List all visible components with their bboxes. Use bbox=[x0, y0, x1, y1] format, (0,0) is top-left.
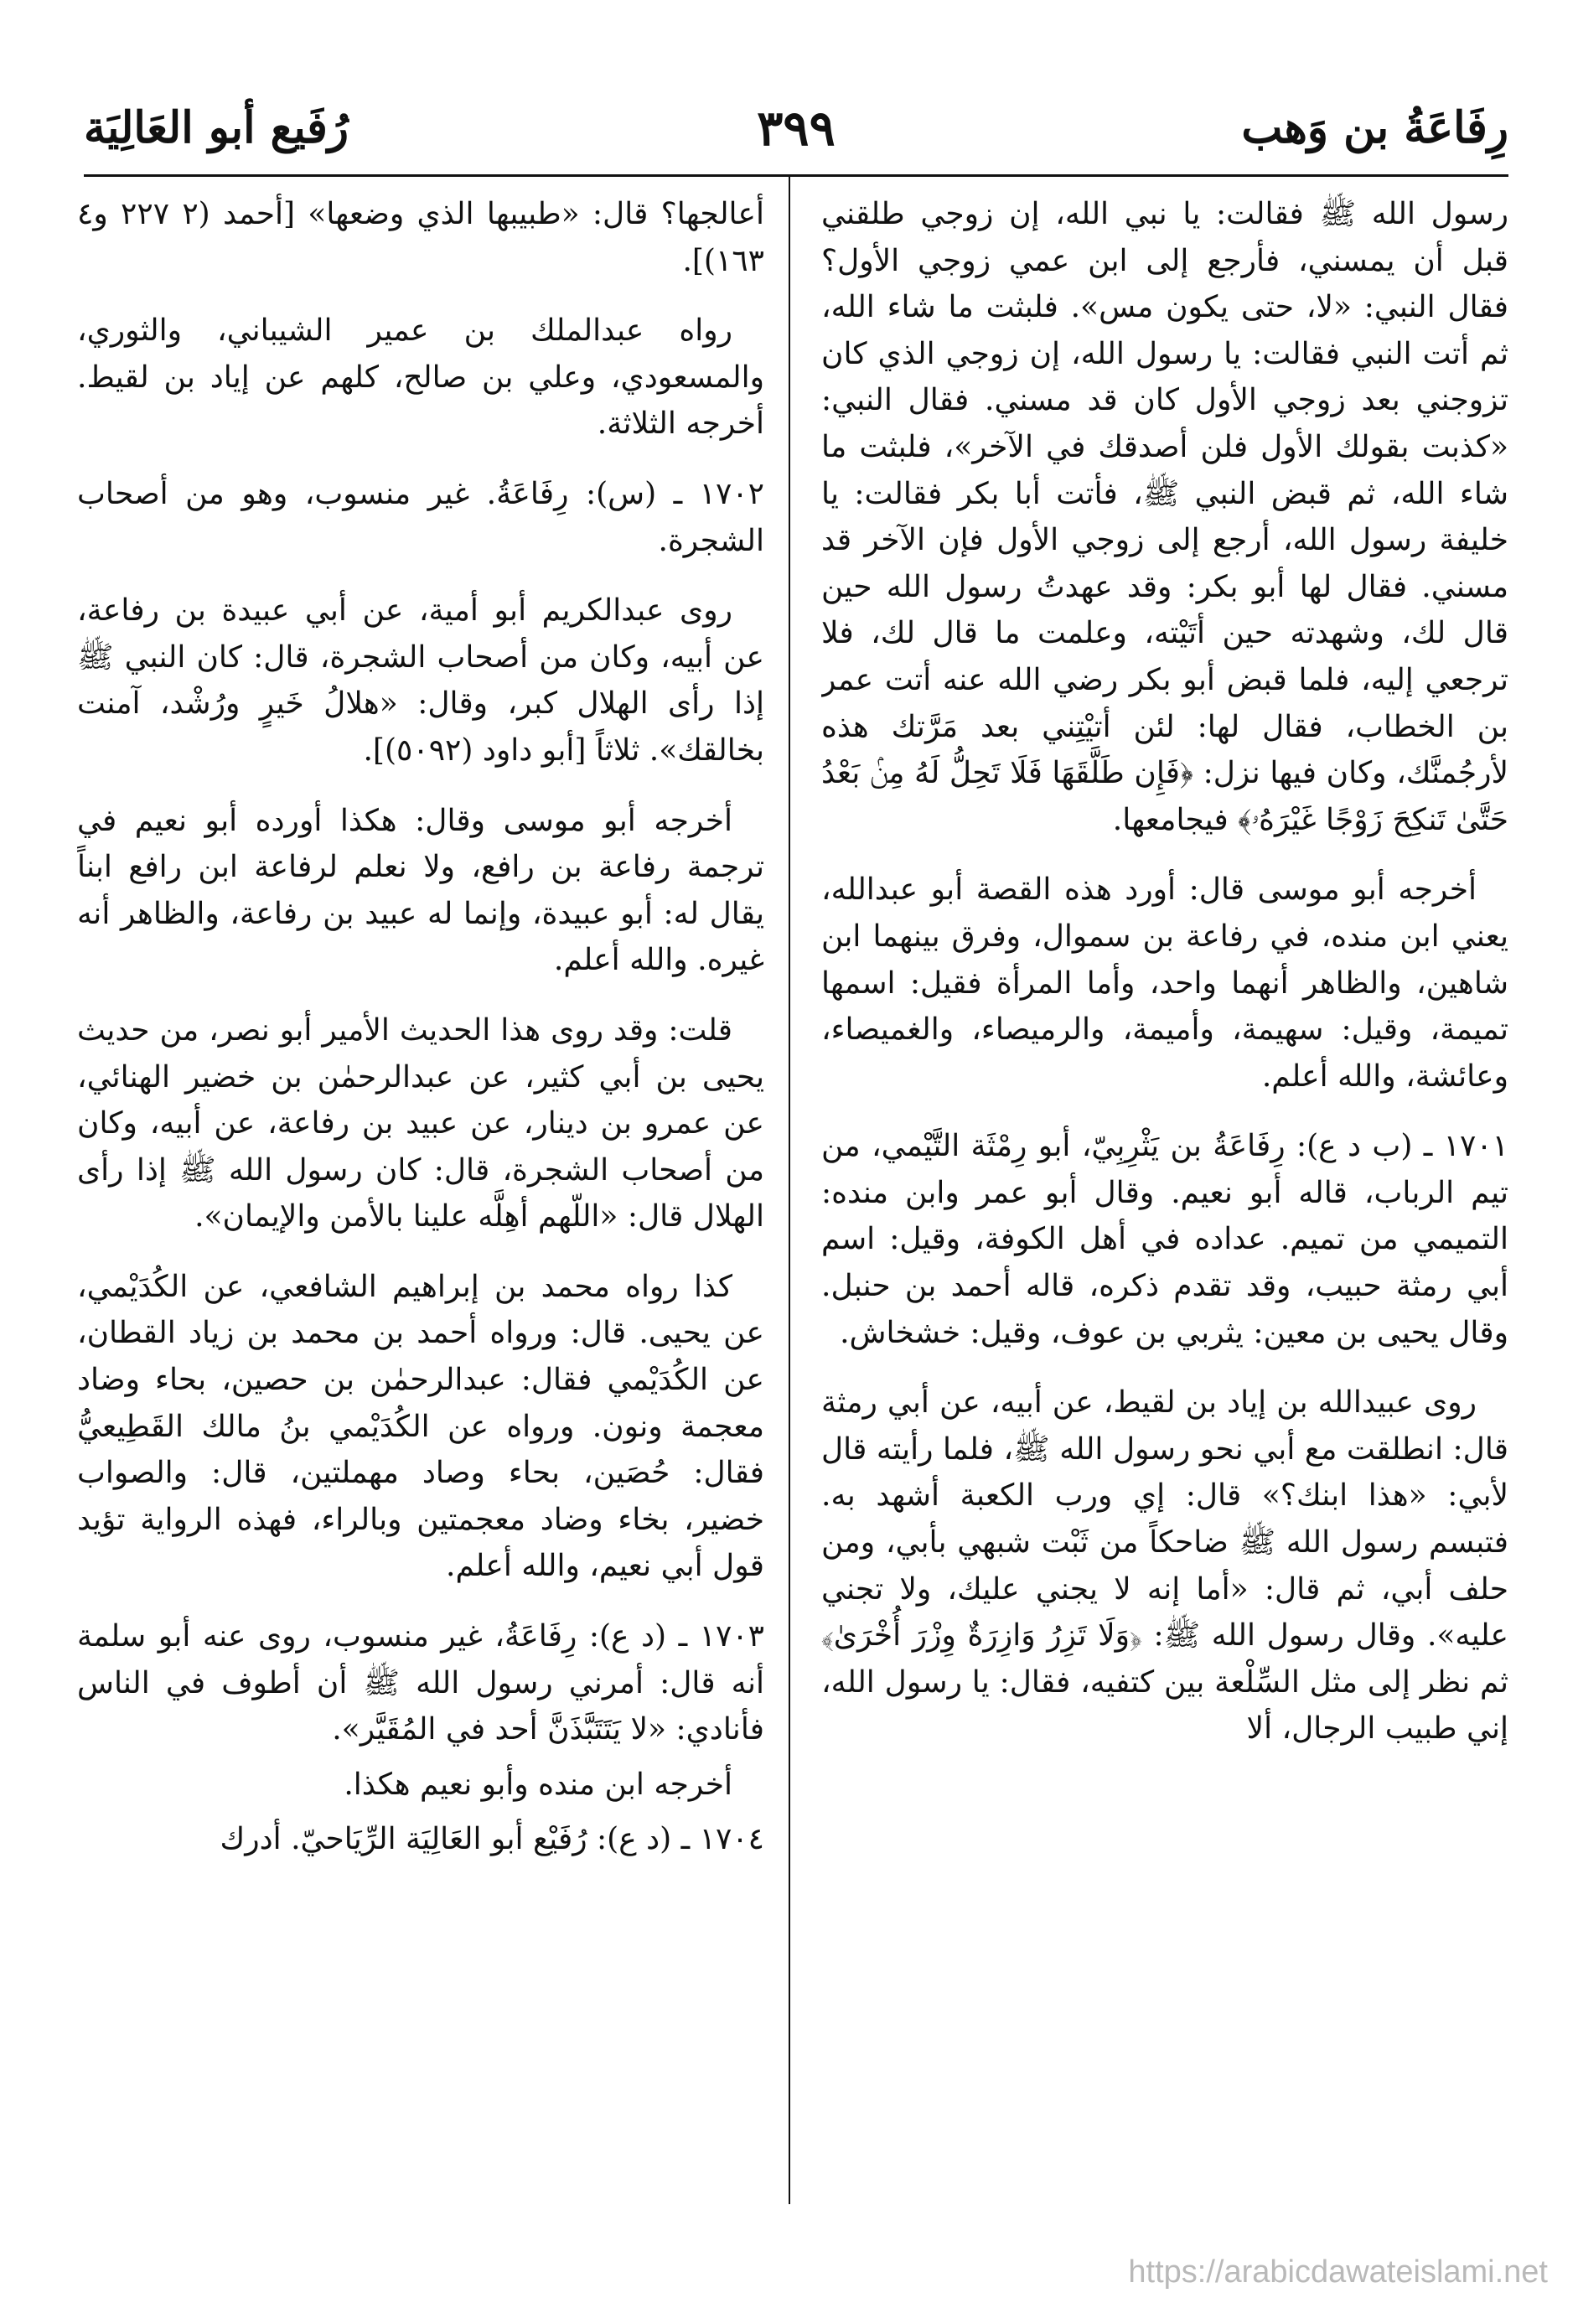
header-rule bbox=[84, 174, 1508, 177]
paragraph-story-continued: رسول الله ﷺ فقالت: يا نبي الله، إن زوجي طلقني قبل أن يمسني، فأرجع إلى ابن عمي زوجي الأول؟ فقال النبي: «لا، حتى يكون مس». فلبثت ما شاء الله، ثم أتت النبي فقالت: يا رسول الله، إن زوجي الذي كان تزوجني بعد زوجي الأول كان قد مسني. فقال النبي: «كذبت بقولك الأول فلن أصدقك في الآخر»، فلبثت ما شاء الله، ثم قبض النبي ﷺ، فأتت أبا بكر فقالت: يا خليفة رسول الله، أرجع إلى زوجي الأول فإن الآخر قد مسني. فقال لها أبو بكر: وقد عهدتُ رسول الله حين قال لك، وشهدته حين أتَيْته، وعلمت ما قال لك، فلا ترجعي إليه، فلما قبض أبو بكر رضي الله عنه أتت عمر بن الخطاب، فقال لها: لئن أتيْتِني بعد مَرَّتك هذه لأرجُمنَّك، وكان فيها نزل: ﴿فَإِن طَلَّقَهَا فَلَا تَحِلُّ لَهُ مِنۢ بَعْدُ حَتَّىٰ تَنكِحَ زَوْجًا غَيْرَهُۥ﴾ فيجامعها. bbox=[821, 197, 1508, 837]
right-column bbox=[821, 191, 1508, 2236]
page-number: ٣٩٩ bbox=[757, 100, 836, 157]
paragraph-abu-rimtha-narration: روى عبيدالله بن إياد بن لقيط، عن أبيه، عن أبي رمثة قال: انطلقت مع أبي نحو رسول الله ﷺ، فلما رأيته قال لأبي: «هذا ابنك؟» قال: إي ورب الكعبة أشهد به. فتبسم رسول الله ﷺ ضاحكاً من ثَبْت شبهي بأبي، ومن حلف أبي، ثم قال: «أما إنه لا يجني عليك، ولا تجني عليه». وقال رسول الله ﷺ: ﴿وَلَا تَزِرُ وَازِرَةٌ وِزْرَ أُخْرَىٰ﴾ ثم نظر إلى مثل السِّلْعة بين كتفيه، فقال: يا رسول الله، إني طبيب الرجال، ألا bbox=[821, 1385, 1508, 1747]
site-watermark: https://arabicdawateislami.net bbox=[1128, 2254, 1548, 2290]
entry-1701: ١٧٠١ ـ (ب د ع): رِفَاعَةُ بن يَثْرِبِيّ، أبو رِمْثَة التَّيْمي، من تيم الرباب، قاله أبو نعيم. وقال أبو عمر وابن منده: التميمي من تميم. عداده في أهل الكوفة، وقيل: اسم أبي رمثة حبيب، وقد تقدم ذكره، قاله أحمد بن حنبل. وقال يحيى بن معين: يثربي بن عوف، وقيل: خشخاش. bbox=[821, 1129, 1508, 1350]
left-column bbox=[77, 191, 764, 2236]
paragraph-continuation: أعالجها؟ قال: «طبيبها الذي وضعها» [أحمد (٢ ٢٢٧ و٤ ١٦٣)]. bbox=[77, 197, 764, 278]
entry-1703: ١٧٠٣ ـ (د ع): رِفَاعَةُ، غير منسوب، روى عنه أبو سلمة أنه قال: أمرني رسول الله ﷺ أن أطوف في الناس فأنادي: «لا يَتَتَبَّذَنَّ أحد في المُقَيَّر». bbox=[77, 1619, 764, 1747]
entry-1702: ١٧٠٢ ـ (س): رِفَاعَةُ. غير منسوب، وهو من أصحاب الشجرة. bbox=[77, 476, 764, 558]
paragraph-abu-musa-note: أخرجه أبو موسى قال: أورد هذه القصة أبو عبدالله، يعني ابن منده، في رفاعة بن سموال، وفرق بينهما ابن شاهين، والظاهر أنهما واحد، وأما المرأة فقيل: اسمها تميمة، وقيل: سهيمة، وأميمة، والرميصاء، والغميصاء، وعائشة، والله أعلم. bbox=[821, 872, 1508, 1094]
column-divider bbox=[789, 176, 790, 2204]
paragraph-kudaymi: كذا رواه محمد بن إبراهيم الشافعي، عن الكُدَيْمي، عن يحيى. قال: ورواه أحمد بن محمد بن زياد القطان، عن الكُدَيْمي فقال: عبدالرحمٰن بن حصين، بحاء وضاد معجمة ونون. ورواه عن الكُدَيْمي بنُ مالك القَطِيعيُّ فقال: حُصَين، بحاء وصاد مهملتين، قال: والصواب خضير، بخاء وضاد معجمتين وبالراء، فهذه الرواية تؤيد قول أبي نعيم، والله أعلم. bbox=[77, 1269, 764, 1584]
paragraph-ibn-manda: أخرجه ابن منده وأبو نعيم هكذا. bbox=[344, 1767, 732, 1802]
header-right-title: رِفَاعَةُ بن وَهب bbox=[1241, 102, 1508, 153]
paragraph-abu-musa-comment: أخرجه أبو موسى وقال: هكذا أورده أبو نعيم في ترجمة رفاعة بن رافع، ولا نعلم لرفاعة ابن رافع ابناً يقال له: أبو عبيدة، وإنما له عبيد بن رفاعة، والظاهر أنه غيره. والله أعلم. bbox=[77, 803, 764, 978]
paragraph-narrators: رواه عبدالملك بن عمير الشيباني، والثوري، والمسعودي، وعلي بن صالح، كلهم عن إياد بن لقيط. أخرجه الثلاثة. bbox=[77, 313, 764, 442]
running-header bbox=[84, 99, 1508, 166]
paragraph-qultu: قلت: وقد روى هذا الحديث الأمير أبو نصر، من حديث يحيى بن أبي كثير، عن عبدالرحمٰن بن خضير الهنائي، عن عمرو بن دينار، عن عبيد بن رفاعة، عن أبيه، وكان من أصحاب الشجرة، قال: كان رسول الله ﷺ إذا رأى الهلال قال: «اللّهم أهِلَّه علينا بالأمن والإيمان». bbox=[77, 1012, 764, 1234]
header-left-title: رُفَيع أبو العَالِيَة bbox=[84, 102, 349, 153]
paragraph-hilal-hadith: روى عبدالكريم أبو أمية، عن أبي عبيدة بن رفاعة، عن أبيه، وكان من أصحاب الشجرة، قال: كان النبي ﷺ إذا رأى الهلال كبر، وقال: «هلالُ خَيرٍ ورُشْد، آمنت بخالقك». ثلاثاً [أبو داود (٥٠٩٢)]. bbox=[77, 593, 764, 768]
entry-1704: ١٧٠٤ ـ (د ع): رُفَيْع أبو العَالِيَة الرِّيَاحيّ. أدرك bbox=[220, 1822, 764, 1857]
